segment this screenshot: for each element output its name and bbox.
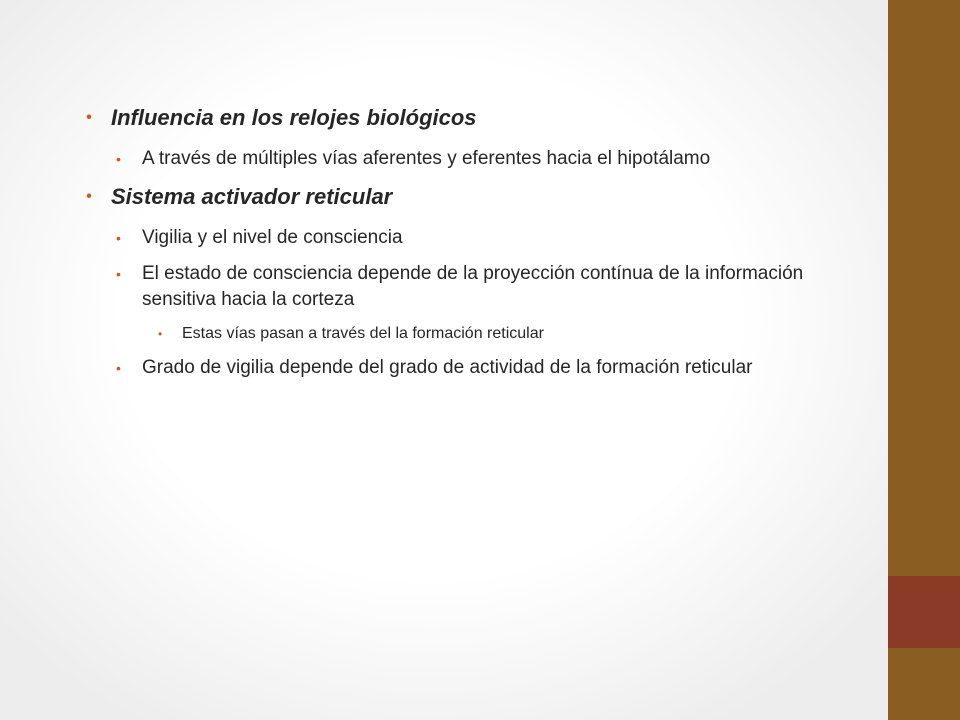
bullet-item-level2 (86, 355, 876, 381)
bullet-text: Grado de vigilia depende del grado de actividad de la formación reticular (142, 357, 753, 378)
bullet-icon: • (116, 360, 121, 376)
bullet-text: Estas vías pasan a través del la formación reticular (182, 325, 544, 342)
bullet-item-level1 (86, 179, 876, 215)
bullet-item-level3 (86, 323, 876, 345)
bullet-icon: • (116, 230, 121, 246)
bullet-text: Vigilia y el nivel de consciencia (142, 227, 403, 248)
bullet-icon: • (116, 266, 121, 282)
bullet-text: Sistema activador reticular (111, 184, 393, 209)
bullet-list (86, 100, 876, 381)
bullet-icon: • (86, 188, 92, 205)
bullet-item-level2 (86, 261, 876, 313)
bullet-item-level1 (86, 100, 876, 136)
side-accent-block (888, 576, 960, 648)
bullet-text: A través de múltiples vías aferentes y eferentes hacia el hipotálamo (142, 148, 711, 169)
bullet-icon: • (158, 327, 163, 341)
bullet-text: El estado de consciencia depende de la proyección contínua de la información sensitiva hacia la corteza (142, 263, 804, 310)
bullet-text: Influencia en los relojes biológicos (111, 105, 477, 130)
bullet-icon: • (116, 151, 121, 167)
bullet-item-level2 (86, 146, 876, 172)
bullet-item-level2 (86, 225, 876, 251)
bullet-icon: • (86, 109, 92, 126)
